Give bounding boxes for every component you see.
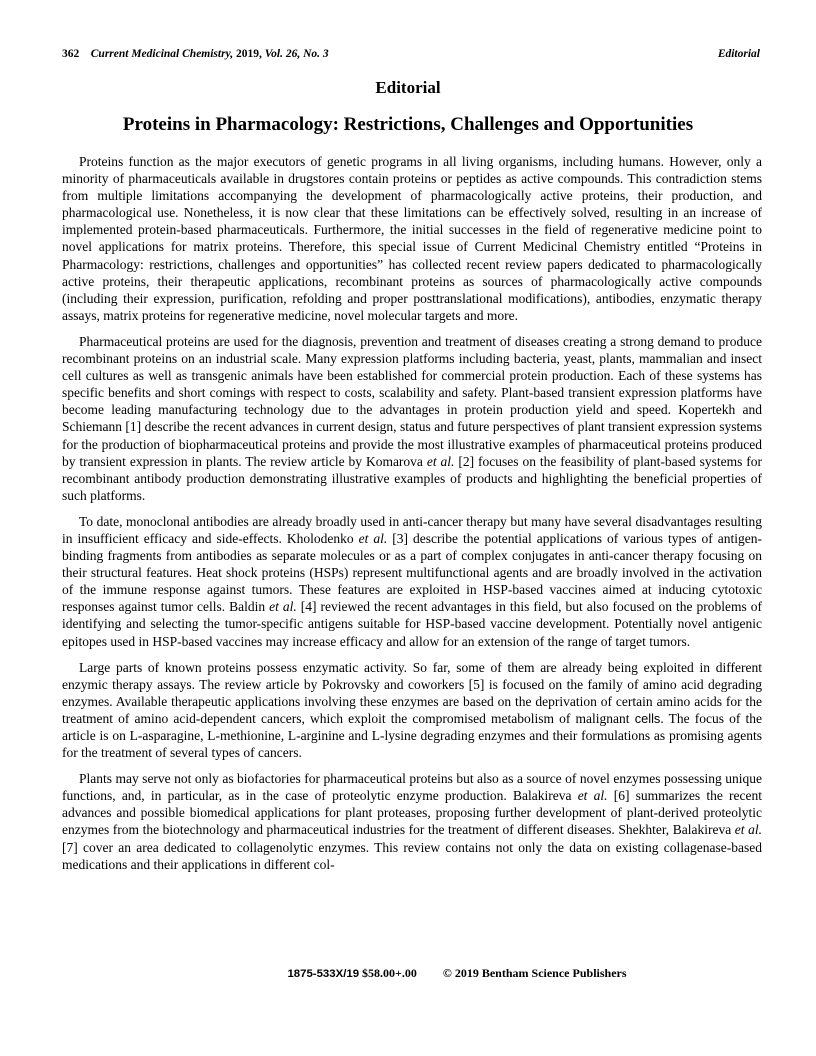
text-run: et al.	[358, 530, 388, 546]
text-run: et al.	[734, 822, 762, 838]
text-run: cells	[634, 710, 661, 726]
text-run: Vol. 26, No. 3	[264, 48, 329, 60]
text-run: Proteins function as the major executors of genetic programs in all living organisms, including humans. However, only a minority of pharmaceuticals available in drugstores contain proteins or peptides as active compounds. This contradiction stems from multiple limitations accompanying the development of pharmacologically active proteins, their production, and pharmacological use. Nonetheless, it is now clear that these limitations can be effectively solved, resulting in an increase of implemented protein-based pharmaceuticals. Furthermore, the initial successes in the field of regenerative medicine point to novel applications for matrix proteins. Therefore, this special issue of Current Medicinal Chemistry entitled “Proteins in Pharmacology: restrictions, challenges and opportunities” has collected recent review papers dedicated to pharmacologically active proteins, their therapeutic applications, recombinant proteins as sources of pharmacologically active compounds (including their expression, purification, refolding and proper posttranslational modifications), antibodies, enzymatic therapy assays, matrix proteins for regenerative medicine, novel molecular targets and more.	[62, 154, 762, 323]
text-run: [2] focuses on the feasibility of plant-based systems for recombinant antibody production demonstrating illustrative examples of products and highlighting the beneficial properties of such platforms.	[62, 453, 762, 503]
journal-citation	[62, 48, 329, 60]
text-run: [4] reviewed the recent advantages in this field, but also focused on the problems of identifying and selecting the tumor-specific antigens suitable for HSP-based vaccine development. Potentially novel antigenic epitopes used in HSP-based vaccines may increase efficacy and allow for an extension of the range of target tumors.	[62, 599, 762, 649]
text-run: Large parts of known proteins possess enzymatic activity. So far, some of them are already being exploited in different enzymic therapy assays. The review article by Pokrovsky and coworkers [5] is focused on the family of amino acid degrading enzymes. Available therapeutic applications involving these enzymes are based on the deprivation of certain amino acids for the treatment of amino acid-dependent cancers, which exploit the compromised metabolism of malignant	[62, 659, 762, 726]
copyright-notice: © 2019 Bentham Science Publishers	[442, 966, 627, 980]
article-title: Proteins in Pharmacology: Restrictions, Challenges and Opportunities	[122, 114, 694, 135]
paragraph-3	[62, 513, 762, 650]
text-run: [6] summarizes the recent advances and possible biomedical applications for plant proteases, proposing further development of plant-derived proteolytic enzymes from the biotechnology and pharmaceutical industries for the treatment of different diseases. Shekhter, Balakireva	[62, 788, 763, 838]
text-run: Pharmaceutical proteins are used for the diagnosis, prevention and treatment of diseases creating a strong demand to produce recombinant proteins on an industrial scale. Many expression platforms including bacteria, yeast, plants, mammalian and insect cell cultures as well as transgenic animals have been established for commercial protein production. Each of these systems has specific benefits and short comings with respect to costs, scalability and safety. Plant-based transient expression platforms have become leading manufacturing technology due to the advantages in protein production yield and speed. Kopertekh and Schiemann [1] describe the recent advances in current design, status and future perspectives of plant transient expression systems for the production of biopharmaceutical proteins and provide the most illustrative examples of pharmaceutical proteins produced by transient expression in plants. The review article by Komarova	[62, 333, 762, 469]
text-run: To date, monoclonal antibodies are already broadly used in anti-cancer therapy but many have several disadvantages resulting in insufficient efficacy and side-effects. Kholodenko	[62, 513, 762, 546]
running-head	[62, 48, 760, 60]
text-run: 1875-533X/19	[287, 968, 360, 980]
page-footer	[49, 966, 816, 981]
text-run: . The focus of the article is on L-asparagine, L-methionine, L-arginine and L-lysine degrading enzymes and their formulations as promising agents for the treatment of several types of cancers.	[62, 710, 763, 761]
text-run: 2019,	[236, 48, 265, 60]
text-run: et al.	[577, 788, 608, 804]
running-head-section-label: Editorial	[717, 48, 760, 60]
paragraph-1	[62, 153, 762, 324]
text-run	[79, 48, 91, 60]
text-run: et al.	[426, 453, 455, 469]
text-run: et al.	[269, 599, 297, 615]
text-run: Plants may serve not only as biofactories for pharmaceutical proteins but also as a source of novel enzymes possessing unique functions, and, in particular, as in the case of proteolytic enzyme production. Balakireva	[62, 771, 762, 804]
text-run: $58.00+.00	[359, 966, 417, 980]
paragraph-5	[62, 770, 762, 873]
text-run: Current Medicinal Chemistry,	[90, 48, 237, 60]
text-run: [7] cover an area dedicated to collagenolytic enzymes. This review contains not only the data on existing collagenase-based medications and their applications in different col-	[62, 839, 762, 872]
article-body	[62, 153, 762, 882]
issn-price	[287, 966, 416, 981]
paragraph-2	[62, 333, 762, 504]
text-run: 362	[62, 48, 80, 60]
section-heading: Editorial	[375, 78, 441, 97]
paragraph-4	[62, 659, 762, 762]
text-run: [3] describe the potential applications of various types of antigen-binding fragments from antibodies as separate molecules or as a part of complex conjugates in anti-cancer therapy focusing on their structural features. Heat shock proteins (HSPs) represent multifunctional agents and are broadly involved in the activation of the immune response against tumors. These features are exploited in HSP-based vaccines aimed at inducing cytotoxic responses against tumor cells. Baldin	[62, 530, 762, 615]
